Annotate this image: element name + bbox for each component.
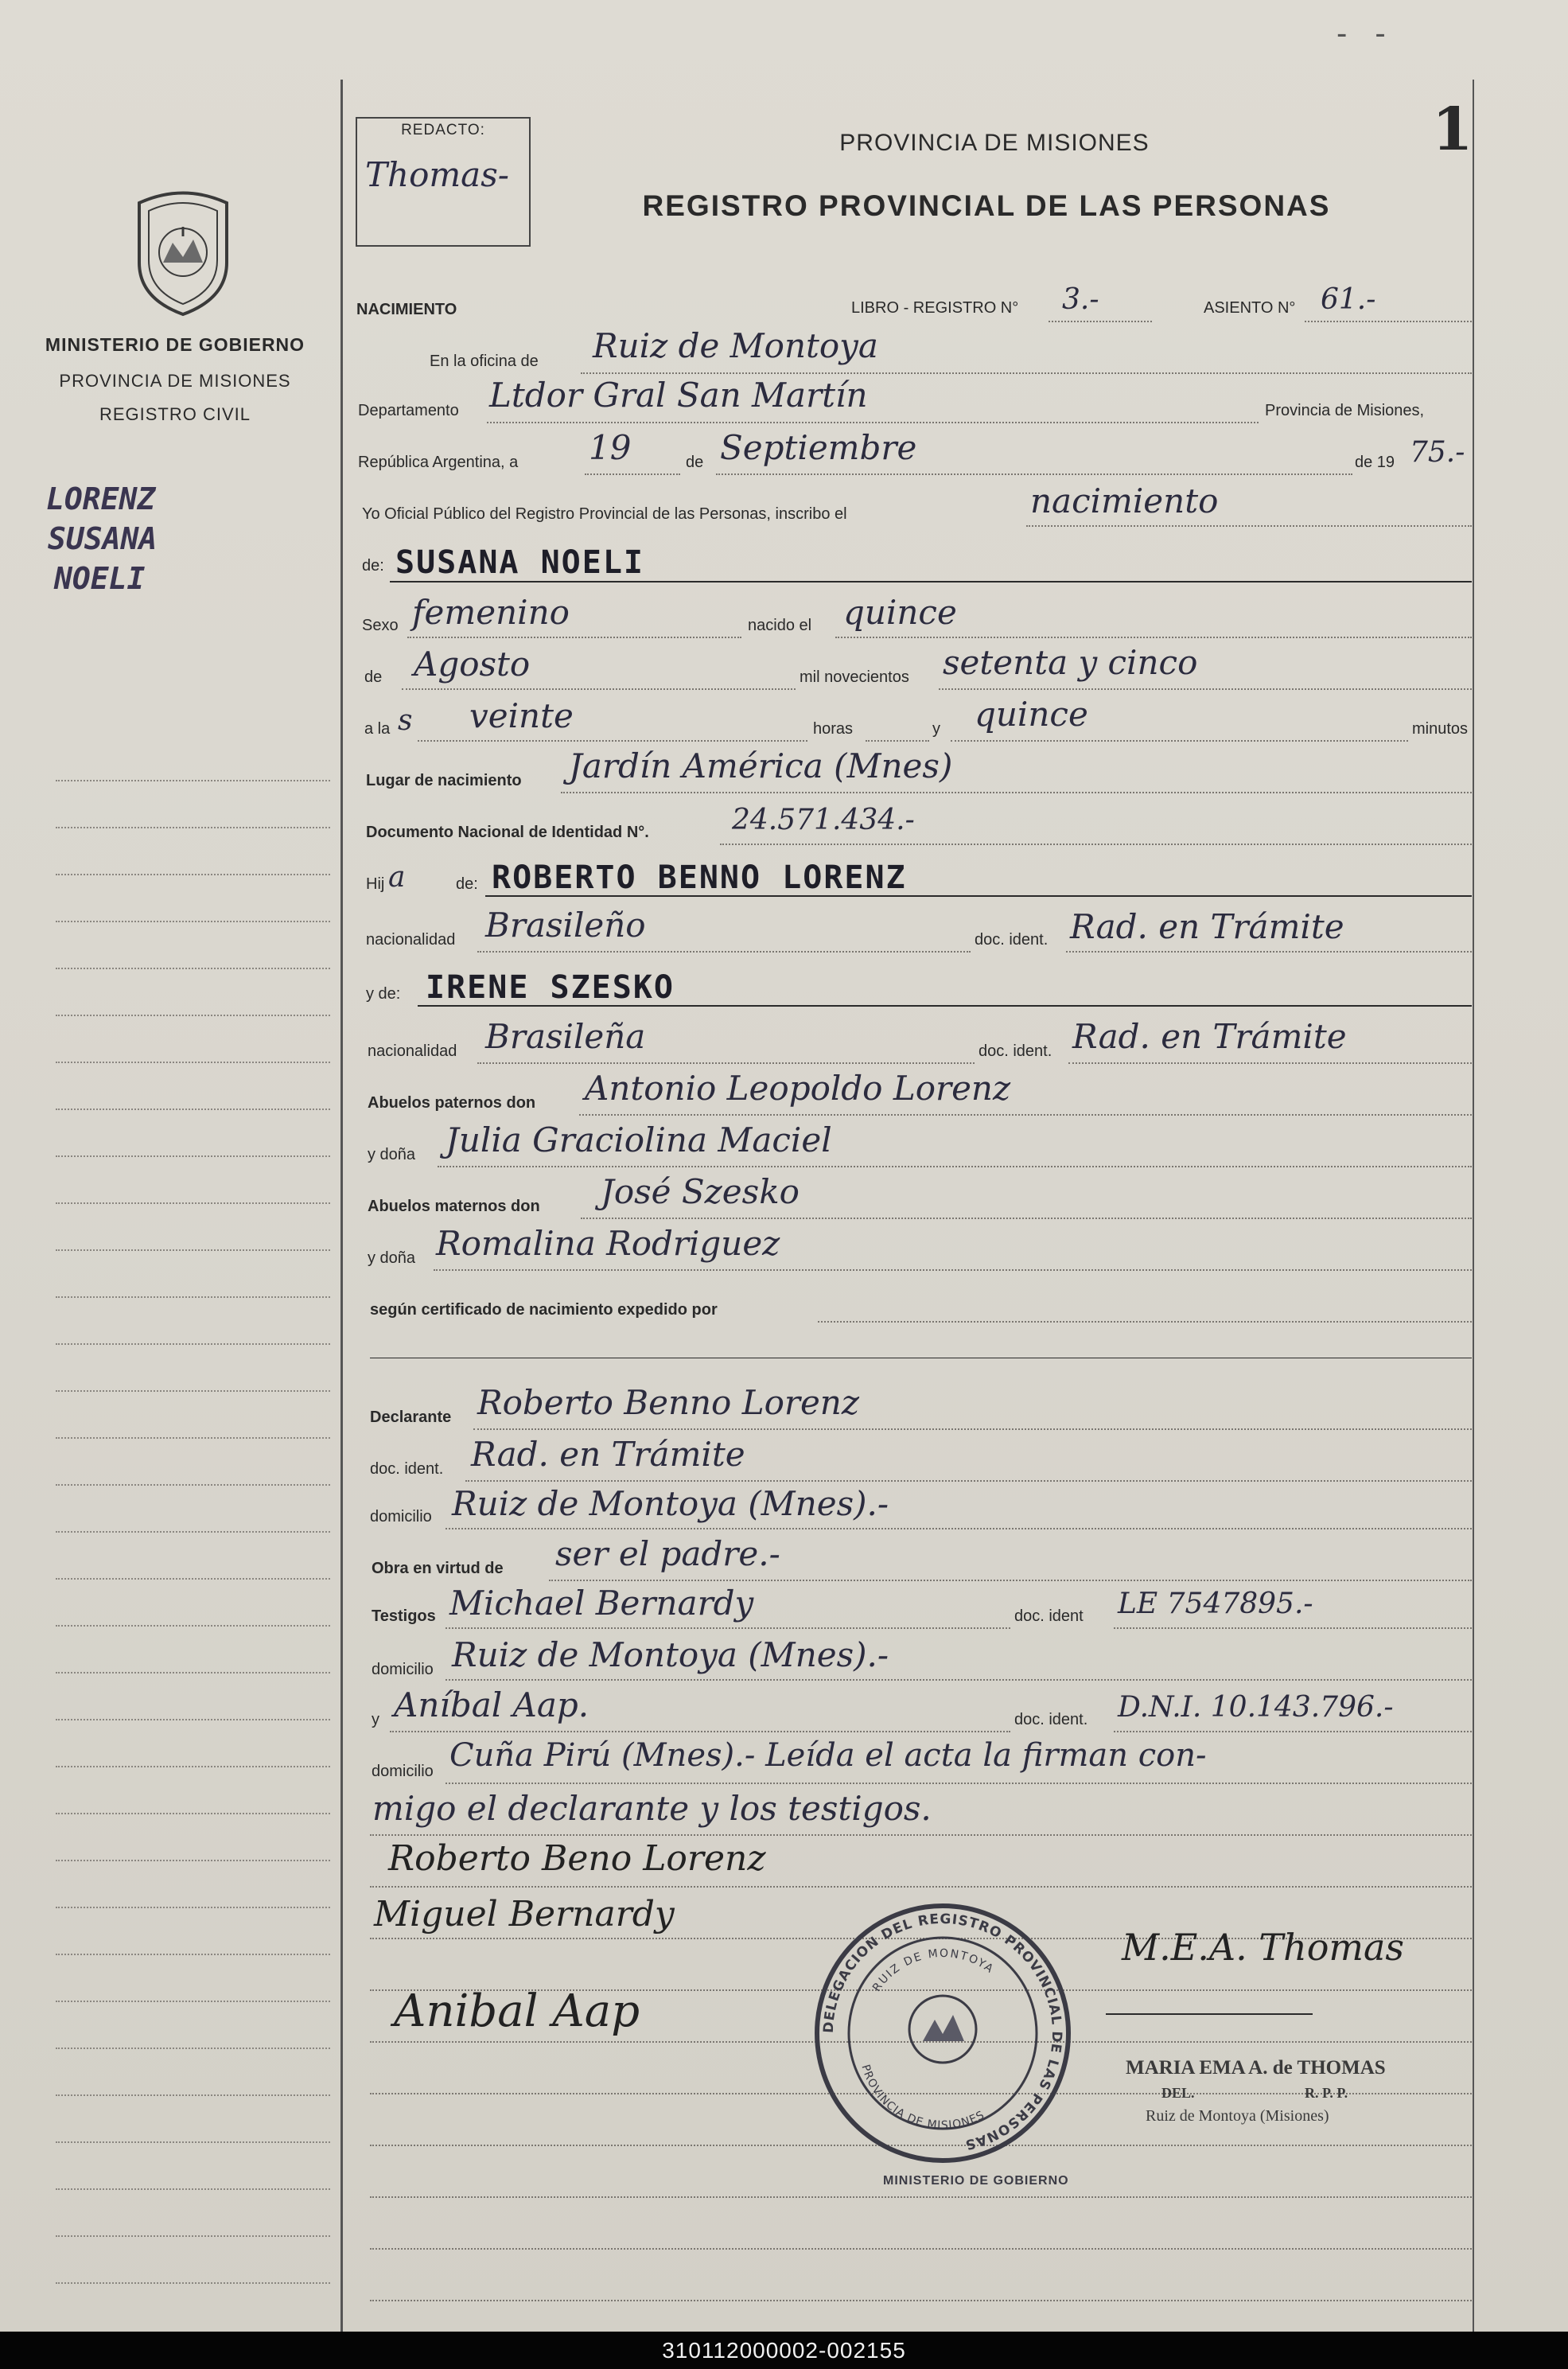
declarante-value: Roberto Benno Lorenz — [477, 1383, 859, 1422]
dotline — [579, 1114, 1472, 1116]
dotline — [445, 1679, 1472, 1681]
margin-dotline — [56, 968, 330, 969]
dotline — [581, 372, 1472, 374]
testigo2-value: Aníbal Aap. — [394, 1685, 589, 1724]
lugar-label: Lugar de nacimiento — [366, 772, 522, 789]
stamp-bottom-text: MINISTERIO DE GOBIERNO — [883, 2174, 1069, 2188]
margin-dotline — [56, 1015, 330, 1016]
dotline — [549, 1580, 1472, 1581]
abpat-label: Abuelos paternos don — [368, 1094, 536, 1112]
obra-value: ser el padre.- — [555, 1534, 780, 1573]
footer-code: 310112000002-002155 — [662, 2338, 906, 2363]
nac1-value: Brasileño — [485, 906, 646, 945]
margin-note-line-1: LORENZ — [46, 481, 156, 516]
ydona1-label: y doña — [368, 1146, 416, 1163]
anio-label: de 19 — [1355, 454, 1395, 471]
dotline — [473, 1428, 1472, 1430]
signature-declarante: Roberto Beno Lorenz — [388, 1838, 766, 1879]
ydona1-value: Julia Graciolina Maciel — [445, 1120, 832, 1159]
dotline — [951, 740, 1408, 742]
official-stamp-icon — [811, 1902, 1074, 2164]
margin-dotline — [56, 1155, 330, 1157]
ydona2-value: Romalina Rodriguez — [436, 1224, 780, 1263]
dotline — [487, 422, 1259, 423]
mes-nac-value: Agosto — [414, 645, 531, 684]
dotline — [1049, 321, 1152, 322]
dotline — [1114, 1627, 1472, 1629]
margin-dotline — [56, 2282, 330, 2284]
hijo-label: Hij — [366, 875, 385, 893]
dotline — [402, 688, 796, 690]
stamp-lower-text: PROVINCIA DE MISIONES — [858, 2063, 987, 2133]
dotline — [835, 637, 1472, 638]
margin-dotline — [56, 1437, 330, 1439]
official-title-left: DEL. — [1161, 2085, 1195, 2101]
provincia-label: Provincia de Misiones, — [1265, 402, 1425, 419]
horas-value: veinte — [469, 696, 574, 735]
margin-note-line-2: SUSANA — [48, 521, 158, 556]
header-title: REGISTRO PROVINCIAL DE LAS PERSONAS — [642, 189, 1331, 222]
page-number: 1 — [1432, 95, 1473, 164]
dia-value: 19 — [589, 428, 632, 467]
dni-value: 24.571.434.- — [732, 804, 915, 836]
nac1-label: nacionalidad — [366, 931, 456, 949]
dotline — [370, 1834, 1472, 1836]
docid3-value: Rad. en Trámite — [471, 1435, 745, 1474]
docid5-label: doc. ident. — [1014, 1711, 1088, 1728]
dotline — [445, 1783, 1472, 1784]
minutos-label: minutos — [1412, 720, 1469, 738]
domicilio1-value: Ruiz de Montoya (Mnes).- — [452, 1484, 889, 1523]
margin-dotline — [56, 1249, 330, 1251]
dni-label: Documento Nacional de Identidad N°. — [366, 824, 649, 841]
mil-label: mil novecientos — [800, 668, 909, 686]
dotline — [1114, 1731, 1472, 1732]
declarante-label: Declarante — [370, 1409, 452, 1426]
docid5-value: D.N.I. 10.143.796.- — [1118, 1691, 1394, 1724]
margin-dotline — [56, 1202, 330, 1204]
horas-label: horas — [813, 720, 854, 738]
anio-value: 75.- — [1410, 436, 1465, 469]
ydona2-label: y doña — [368, 1249, 416, 1267]
margin-dotline — [56, 1813, 330, 1814]
margin-dotline — [56, 1531, 330, 1533]
official-place: Ruiz de Montoya (Misiones) — [1146, 2107, 1329, 2125]
de-label: de — [686, 454, 704, 471]
libro-label: LIBRO - REGISTRO N° — [851, 299, 1019, 317]
signature-line — [1106, 2013, 1313, 2015]
margin-dotline — [56, 1578, 330, 1580]
official-name: MARIA EMA A. de THOMAS — [1126, 2057, 1386, 2079]
dotline — [939, 688, 1472, 690]
dotline — [818, 1321, 1472, 1323]
domicilio2-value: Ruiz de Montoya (Mnes).- — [452, 1635, 889, 1674]
asiento-value: 61.- — [1321, 283, 1376, 316]
dotline — [561, 792, 1472, 793]
dotline — [477, 951, 971, 953]
header-province: PROVINCIA DE MISIONES — [839, 130, 1150, 156]
svg-text:PROVINCIA DE MISIONES — [858, 2063, 986, 2132]
margin-dotline — [56, 2188, 330, 2190]
solid-line — [390, 581, 1472, 583]
de2-label: de: — [362, 557, 384, 575]
dotline — [418, 740, 807, 742]
asiento-label: ASIENTO N° — [1204, 299, 1296, 317]
redacto-label: REDACTO: — [401, 122, 485, 138]
dotline — [1068, 1062, 1472, 1064]
oficial-value: nacimiento — [1030, 481, 1219, 520]
docid2-label: doc. ident. — [979, 1042, 1052, 1060]
mother-name: IRENE SZESKO — [426, 969, 675, 1006]
alas-value: s — [398, 704, 413, 737]
docid4-value: LE 7547895.- — [1118, 1588, 1313, 1620]
mes-value: Septiembre — [720, 428, 917, 467]
dotline — [465, 1480, 1472, 1482]
testigo1-value: Michael Bernardy — [449, 1584, 754, 1623]
dotline — [581, 1218, 1472, 1219]
margin-dotline — [56, 2048, 330, 2049]
margin-dotline — [56, 1954, 330, 1955]
left-rule — [340, 80, 343, 2332]
domicilio3-label: domicilio — [372, 1763, 434, 1780]
dotline — [716, 473, 1352, 475]
docid1-value: Rad. en Trámite — [1070, 907, 1344, 946]
minutos-value: quince — [975, 695, 1088, 734]
dotline — [1026, 525, 1472, 527]
republica-label: República Argentina, a — [358, 454, 519, 471]
de3-label: de — [364, 668, 383, 686]
margin-note-line-3: NOELI — [54, 561, 146, 596]
segun-label: según certificado de nacimiento expedido por — [370, 1301, 718, 1319]
solid-line — [418, 1005, 1472, 1007]
signature-testigo-1: Miguel Bernardy — [374, 1894, 675, 1935]
margin-dotline — [56, 1766, 330, 1767]
margin-dotline — [56, 827, 330, 828]
dotline — [438, 1166, 1472, 1167]
dotline — [370, 2300, 1472, 2301]
y2-label: y — [372, 1711, 379, 1728]
nac2-label: nacionalidad — [368, 1042, 457, 1060]
margin-dotline — [56, 1860, 330, 1861]
margin-dotline — [56, 1484, 330, 1486]
nacido-label: nacido el — [748, 617, 812, 634]
dotline — [370, 2196, 1472, 2198]
margin-dotline — [56, 2141, 330, 2143]
docid2-value: Rad. en Trámite — [1072, 1017, 1347, 1056]
docid3-label: doc. ident. — [370, 1460, 444, 1478]
departamento-label: Departamento — [358, 402, 459, 419]
y-label: y — [932, 720, 940, 738]
oficina-value: Ruiz de Montoya — [593, 326, 878, 365]
right-rule — [1473, 80, 1474, 2332]
dotline — [1066, 951, 1472, 953]
record-type-label: NACIMIENTO — [356, 301, 457, 318]
departamento-value: Ltdor Gral San Martín — [489, 376, 868, 415]
de4-label: de: — [456, 875, 478, 893]
hijo-value: a — [388, 861, 406, 894]
signature-testigo-2: Anibal Aap — [394, 1985, 640, 2037]
continuation-text: migo el declarante y los testigos. — [372, 1789, 932, 1828]
ministry-title: MINISTERIO DE GOBIERNO — [45, 334, 305, 355]
docid1-label: doc. ident. — [975, 931, 1049, 949]
dotline — [585, 473, 680, 475]
margin-dotline — [56, 1672, 330, 1673]
stamp-outer-text: DELEGACION DEL REGISTRO PROVINCIAL DE LAS PERSONAS — [820, 1911, 1065, 2153]
dotline — [370, 1886, 1472, 1888]
domicilio1-label: domicilio — [370, 1508, 432, 1525]
solid-line — [485, 895, 1472, 897]
dotline — [434, 1269, 1472, 1271]
official-title-right: R. P. P. — [1305, 2085, 1348, 2101]
margin-dotline — [56, 1343, 330, 1345]
signature-official: M.E.A. Thomas — [1122, 1926, 1405, 1969]
abmat-value: José Szesko — [601, 1172, 800, 1211]
oficina-label: En la oficina de — [430, 353, 539, 370]
left-registry: REGISTRO CIVIL — [99, 404, 251, 424]
province-seal-icon — [123, 187, 243, 318]
margin-dotline — [56, 2001, 330, 2002]
obra-label: Obra en virtud de — [372, 1560, 504, 1577]
margin-dotline — [56, 921, 330, 922]
margin-dotline — [56, 1907, 330, 1908]
margin-dotline — [56, 1625, 330, 1627]
stamp-inner-text: RUIZ DE MONTOYA — [870, 1946, 997, 1994]
anio-nac-value: setenta y cinco — [943, 643, 1198, 682]
dotline — [720, 844, 1472, 845]
alas-label: a la — [364, 720, 391, 738]
sexo-label: Sexo — [362, 617, 399, 634]
dotline — [407, 637, 741, 638]
dotline — [445, 1528, 1472, 1529]
oficial-label: Yo Oficial Público del Registro Provincial de las Personas, inscribo el — [362, 505, 847, 523]
libro-value: 3.- — [1062, 283, 1099, 316]
docid4-label: doc. ident — [1014, 1607, 1084, 1625]
margin-dotline — [56, 1109, 330, 1110]
sexo-value: femenino — [412, 593, 570, 632]
margin-dotline — [56, 1719, 330, 1720]
child-name: SUSANA NOELI — [395, 544, 644, 581]
margin-dotline — [56, 1296, 330, 1298]
margin-dotline — [56, 1390, 330, 1392]
redacto-value: Thomas- — [365, 155, 509, 194]
nacido-value: quince — [843, 593, 957, 632]
domicilio2-label: domicilio — [372, 1661, 434, 1678]
dotline — [866, 740, 929, 742]
domicilio3-value: Cuña Pirú (Mnes).- Leída el acta la firman con- — [449, 1737, 1207, 1774]
corner-mark: - - — [1336, 16, 1395, 51]
abpat-value: Antonio Leopoldo Lorenz — [585, 1069, 1011, 1108]
abmat-label: Abuelos maternos don — [368, 1198, 540, 1215]
nac2-value: Brasileña — [485, 1017, 646, 1056]
margin-dotline — [56, 1062, 330, 1063]
margin-dotline — [56, 2094, 330, 2096]
lugar-value: Jardín América (Mnes) — [569, 746, 953, 785]
dotline — [1305, 321, 1472, 322]
yde-label: y de: — [366, 985, 401, 1003]
redacto-box — [356, 117, 531, 247]
dotline — [445, 1627, 1010, 1629]
margin-dotline — [56, 874, 330, 875]
testigos-label: Testigos — [372, 1607, 436, 1625]
father-name: ROBERTO BENNO LORENZ — [492, 859, 907, 896]
dotline — [477, 1062, 975, 1064]
left-province: PROVINCIA DE MISIONES — [59, 371, 291, 391]
dotline — [370, 2248, 1472, 2250]
margin-dotline — [56, 780, 330, 781]
margin-dotline — [56, 2235, 330, 2237]
dotline — [390, 1731, 1010, 1732]
